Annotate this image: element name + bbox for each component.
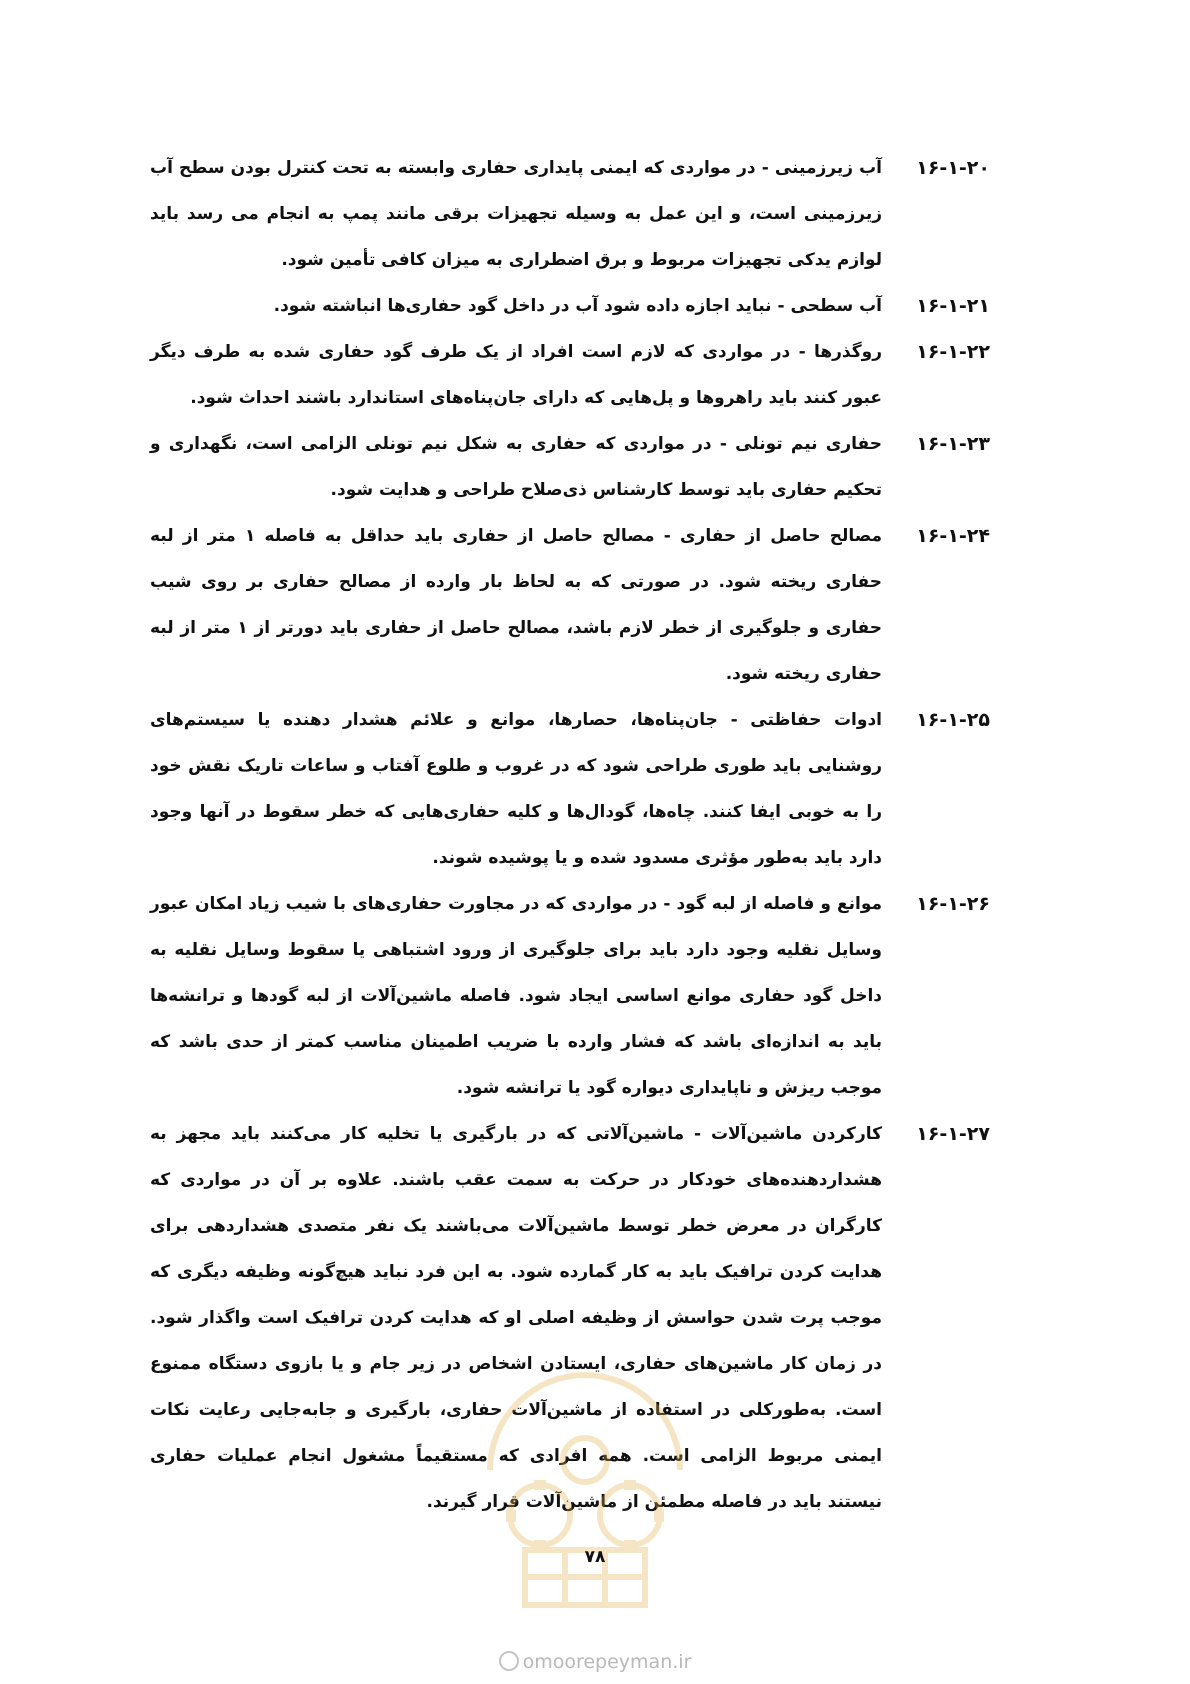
clause-number: ۱۶-۱-۲۳ (916, 433, 990, 455)
clause-26 (150, 881, 990, 1111)
clause-body (150, 513, 882, 697)
clause-title: کارکردن ماشین‌آلات (710, 1124, 882, 1144)
site-footer (0, 1651, 1190, 1673)
clause-text: - در مواردی که در مجاورت حفاری‌های با شیب زیاد امکان عبور وسایل نقلیه وجود دارد باید برای جلوگیری از ورود اشتباهی یا سقوط وسایل نقلیه به داخل گود حفاری موانع اساسی ایجاد شود. فاصله ماشین‌آلات از لبه گودها و ترانشه‌ها باید به اندازه‌ای باشد که فشار وارده با ضریب اطمینان مناسب کمتر از حدی باشد که موجب ریزش و ناپایداری دیواره گود یا ترانشه شود. (150, 894, 882, 1098)
clause-title: مصالح حاصل از حفاری (679, 526, 882, 546)
clause-number: ۱۶-۱-۲۱ (916, 295, 990, 317)
clause-21 (150, 283, 990, 329)
site-url: omoorepeyman.ir (522, 1651, 692, 1673)
clause-number: ۱۶-۱-۲۴ (916, 525, 990, 547)
clause-body (150, 145, 882, 283)
clause-text: - در مواردی که ایمنی پایداری حفاری وابسته به تحت کنترل بودن سطح آب زیرزمینی است، و این عمل به وسیله تجهیزات برقی مانند پمپ به انجام می رسد باید لوازم یدکی تجهیزات مربوط و برق اضطراری به میزان کافی تأمین شود. (150, 158, 882, 270)
clause-25 (150, 697, 990, 881)
clause-title: حفاری نیم تونلی (735, 434, 883, 454)
clause-23 (150, 421, 990, 513)
clause-body (150, 329, 882, 421)
clause-number: ۱۶-۱-۲۵ (916, 709, 990, 731)
clause-number: ۱۶-۱-۲۶ (916, 893, 990, 915)
clause-number: ۱۶-۱-۲۷ (916, 1123, 990, 1145)
page-number: ۷۸ (584, 1547, 606, 1567)
clause-title: آب زیرزمینی (774, 158, 883, 178)
clause-24 (150, 513, 990, 697)
clause-title: ادوات حفاظتی (750, 710, 883, 730)
clause-text: - در مواردی که حفاری به شکل نیم تونلی الزامی است، نگهداری و تحکیم حفاری باید توسط کارشناس ذی‌صلاح طراحی و هدایت شود. (150, 434, 882, 500)
gear-logo-icon (470, 1340, 700, 1620)
clause-title: آب سطحی (790, 296, 882, 316)
clause-title: روگذرها (813, 342, 882, 362)
clause-text: - نباید اجازه داده شود آب در داخل گود حفاری‌ها انباشته شود. (273, 296, 791, 316)
clause-title: موانع و فاصله از لبه گود (676, 894, 883, 914)
clause-text: - مصالح حاصل از حفاری باید حداقل به فاصله ۱ متر از لبه حفاری ریخته شود. در صورتی که به لحاظ بار وارده از مصالح حفاری بر روی شیب حفاری و جلوگیری از خطر لازم باشد، مصالح حاصل از حفاری باید دورتر از ۱ متر از لبه حفاری ریخته شود. (150, 526, 882, 684)
globe-icon (499, 1651, 519, 1671)
clause-22 (150, 329, 990, 421)
document-body (150, 145, 990, 1525)
clause-body (150, 881, 882, 1111)
clause-text: - جان‌پناه‌ها، حصارها، موانع و علائم هشدار دهنده یا سیستم‌های روشنایی باید طوری طراحی شود که در غروب و طلوع آفتاب و ساعات تاریک نقش خود را به خوبی ایفا کنند. چاه‌ها، گودال‌ها و کلیه حفاری‌هایی که خطر سقوط در آنها وجود دارد باید به‌طور مؤثری مسدود شده و یا پوشیده شوند. (150, 710, 882, 868)
clause-20 (150, 145, 990, 283)
clause-text: - ماشین‌آلاتی که در بارگیری یا تخلیه کار می‌کنند باید مجهز به هشداردهنده‌های خودکار در حرکت به سمت عقب باشند. علاوه بر آن در مواردی که کارگران در معرض خطر توسط ماشین‌آلات می‌باشند یک نفر متصدی هشداردهی برای هدایت کردن ترافیک باید به کار گمارده شود. به این فرد نباید هیچ‌گونه وظیفه دیگری که موجب پرت شدن حواسش از وظیفه اصلی او که هدایت کردن ترافیک است واگذار شود. در زمان کار ماشین‌های حفاری، ایستادن اشخاص در زیر جام و یا بازوی دستگاه ممنوع است. به‌طورکلی در استفاده از ماشین‌آلات حفاری، بارگیری و جابه‌جایی رعایت نکات ایمنی مربوط الزامی است. همه افرادی که مستقیماً مشغول انجام عملیات حفاری نیستند باید در فاصله مطمئن از ماشین‌آلات قرار گیرند. (150, 1124, 882, 1512)
clause-body (150, 421, 882, 513)
clause-number: ۱۶-۱-۲۲ (916, 341, 990, 363)
clause-number: ۱۶-۱-۲۰ (916, 157, 990, 179)
clause-body (150, 697, 882, 881)
clause-body (150, 283, 882, 329)
clause-text: - در مواردی که لازم است افراد از یک طرف گود حفاری شده به طرف دیگر عبور کنند باید راهروها و پل‌هایی که دارای جان‌پناه‌های استاندارد باشند احداث شود. (150, 342, 882, 408)
